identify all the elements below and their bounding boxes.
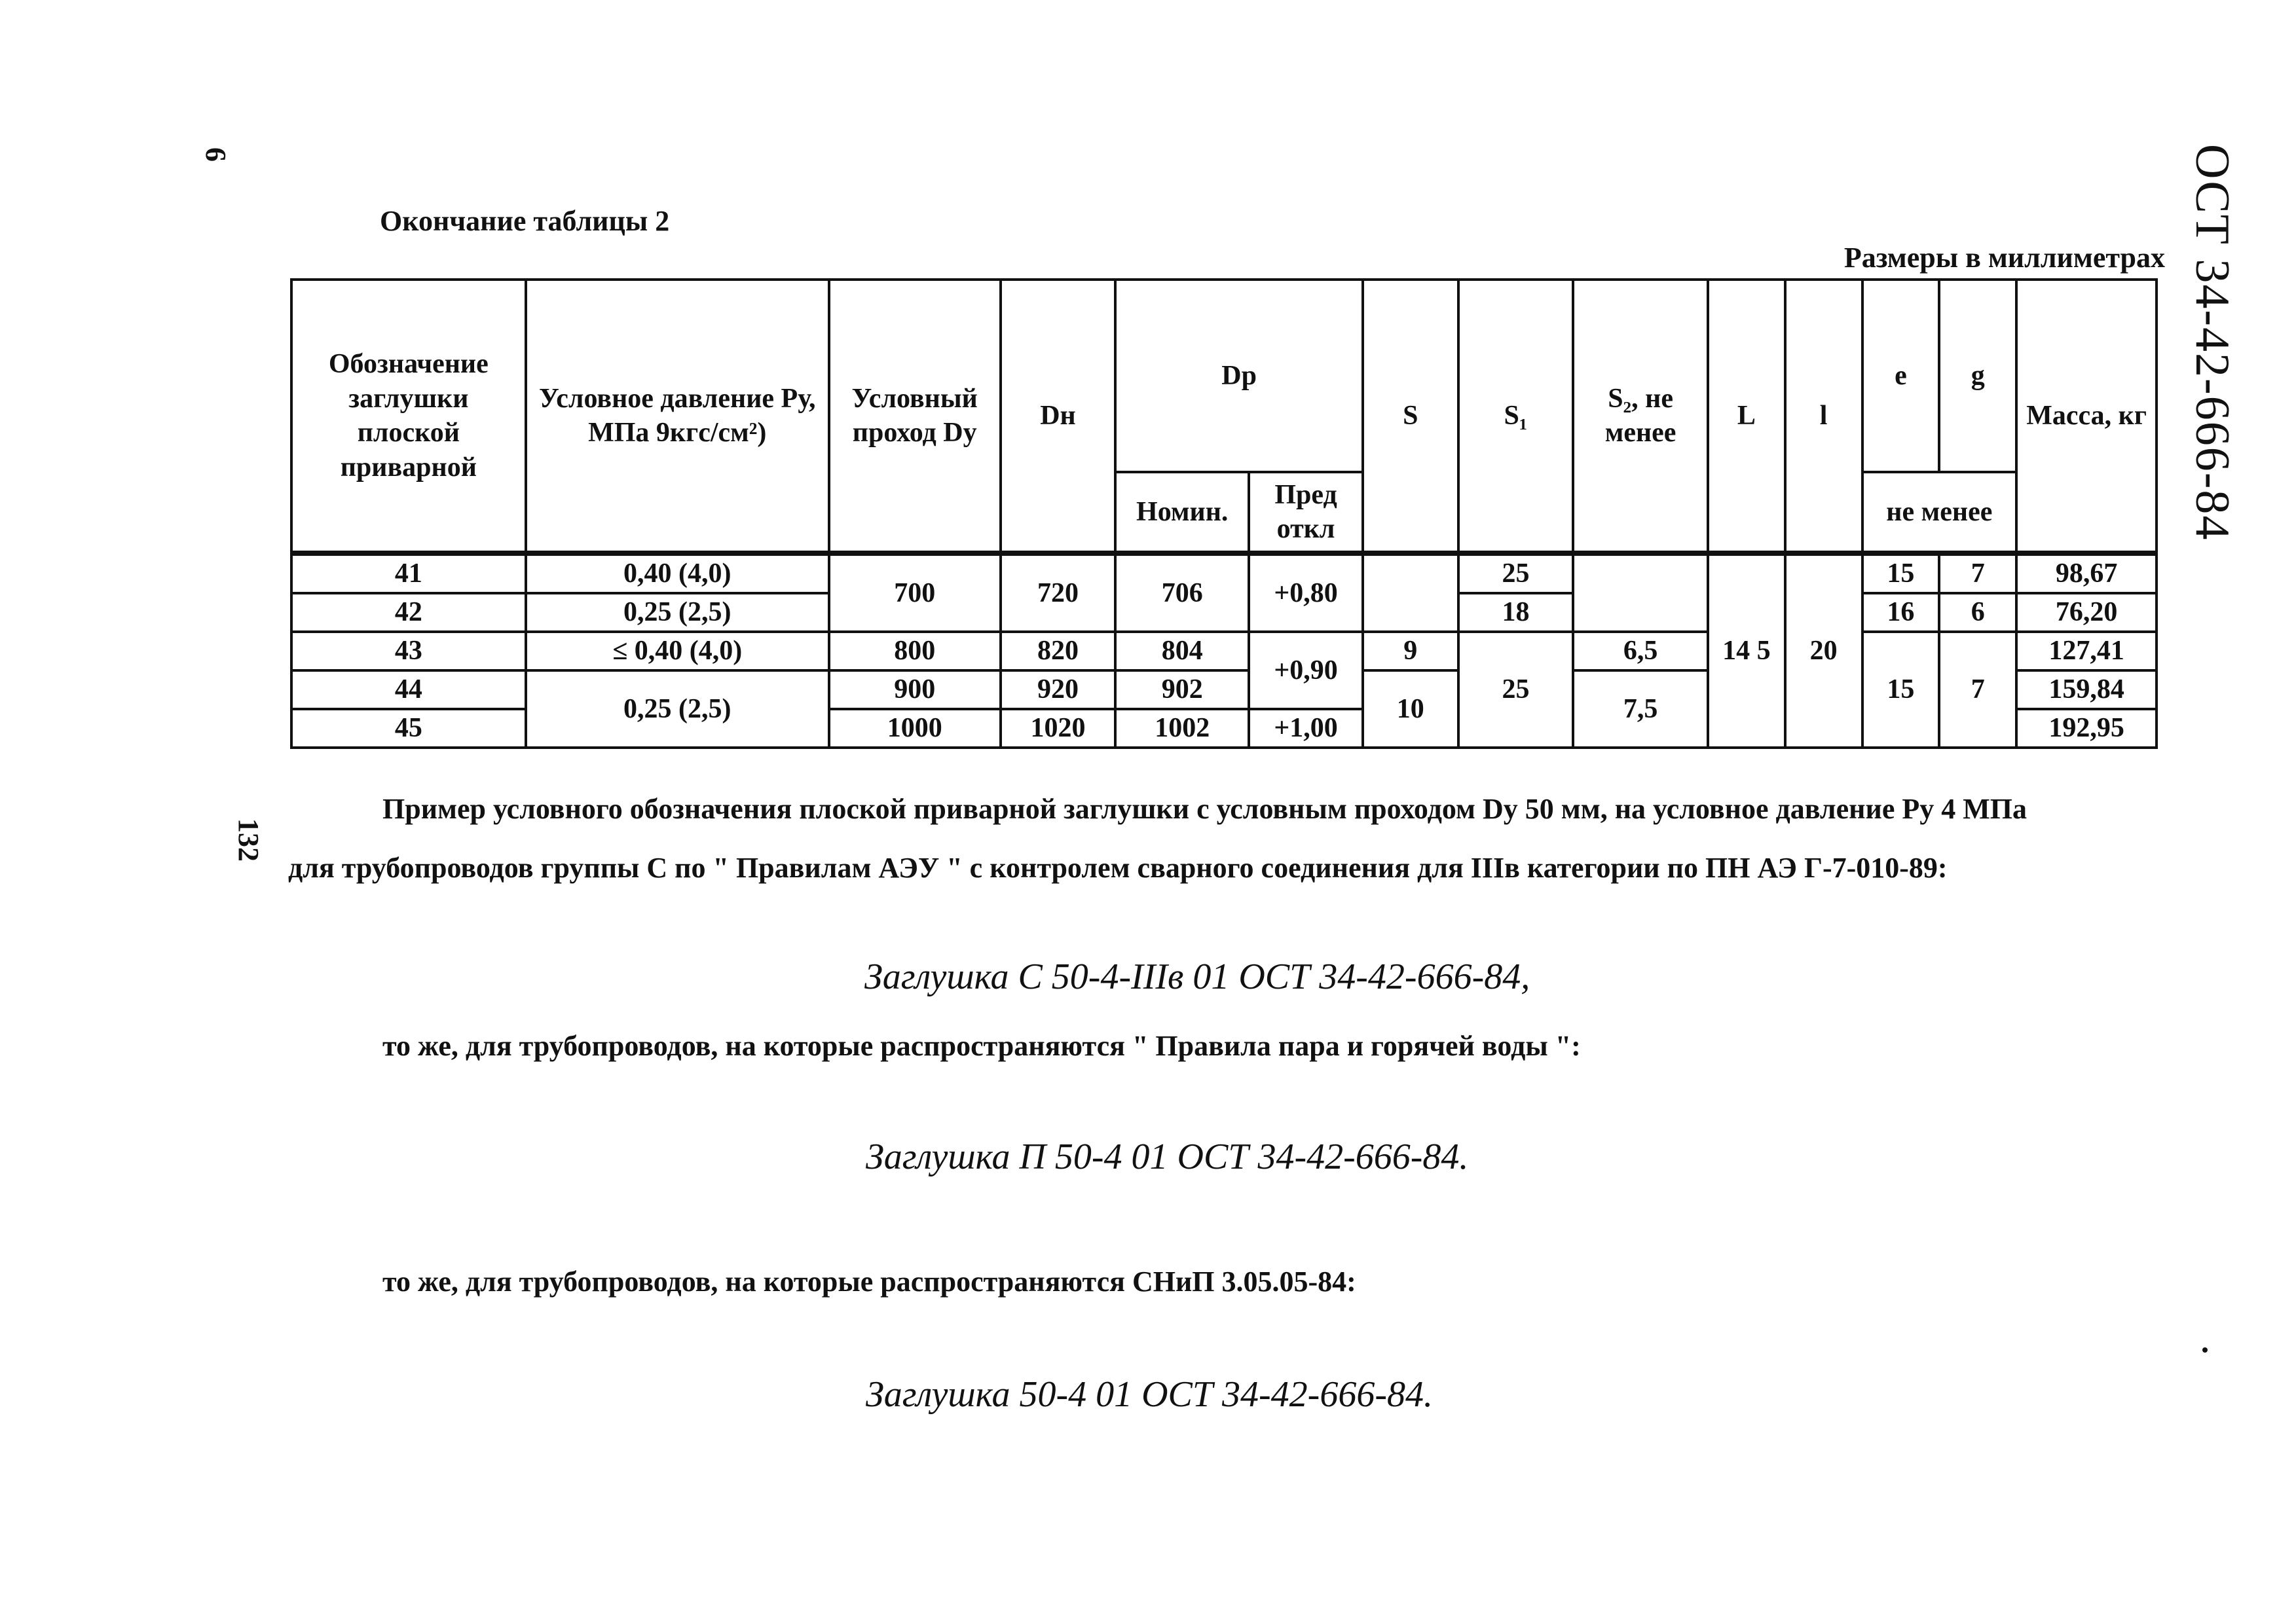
header-e: e — [1862, 280, 1940, 472]
header-passage: Условный проход Dy — [829, 280, 1001, 553]
header-mass: Масса, кг — [2016, 280, 2157, 553]
cell-s1: 18 — [1458, 593, 1574, 632]
cell-s2-empty — [1573, 553, 1708, 632]
header-g: g — [1939, 280, 2016, 472]
cell-designation: 45 — [291, 709, 526, 748]
header-s2: S₂, не менее — [1573, 280, 1708, 553]
header-dp-tol: Пред откл — [1249, 472, 1363, 553]
cell-passage: 700 — [829, 553, 1001, 632]
header-dp: Dp — [1115, 280, 1363, 472]
paragraph-example-intro-line2: для трубопроводов группы С по " Правилам АЭУ " с контролем сварного соединения для IIIв категории по ПН АЭ Г-7-010-89: — [288, 852, 1948, 884]
cell-dp-tol: +1,00 — [1249, 709, 1363, 748]
header-s: S — [1363, 280, 1458, 553]
header-dp-nom: Номин. — [1115, 472, 1249, 553]
cell-s1: 25 — [1458, 553, 1574, 593]
cell-pressure: 0,25 (2,5) — [526, 593, 829, 632]
cell-l: 20 — [1785, 553, 1862, 748]
cell-designation: 42 — [291, 593, 526, 632]
cell-s: 10 — [1363, 670, 1458, 748]
example-designation-1: Заглушка С 50-4-IIIв 01 ОСТ 34-42-666-84, — [864, 957, 1530, 997]
header-pressure: Условное давление Ру, МПа 9кгс/см²) — [526, 280, 829, 553]
cell-designation: 41 — [291, 553, 526, 593]
cell-s: 9 — [1363, 632, 1458, 670]
cell-g: 7 — [1939, 632, 2016, 748]
cell-mass: 159,84 — [2016, 670, 2157, 709]
cell-L: 14 5 — [1708, 553, 1785, 748]
header-L: L — [1708, 280, 1785, 553]
units-note: Размеры в миллиметрах — [1843, 242, 2165, 274]
header-designation: Обозначение заглушки плоской приварной — [291, 280, 526, 553]
paragraph-steam-rules: то же, для трубопроводов, на которые распространяются " Правила пара и горячей воды ": — [382, 1030, 1581, 1062]
cell-dp-nom: 902 — [1115, 670, 1249, 709]
cell-mass: 76,20 — [2016, 593, 2157, 632]
cell-passage: 800 — [829, 632, 1001, 670]
cell-dp-tol: +0,80 — [1249, 553, 1363, 632]
document-code: ОСТ 34-42-666-84 — [2185, 144, 2239, 541]
cell-e: 16 — [1862, 593, 1940, 632]
cell-dn: 1020 — [1001, 709, 1116, 748]
paragraph-snip: то же, для трубопроводов, на которые распространяются СНиП 3.05.05-84: — [382, 1266, 1356, 1298]
cell-designation: 43 — [291, 632, 526, 670]
cell-mass: 192,95 — [2016, 709, 2157, 748]
cell-s2: 7,5 — [1573, 670, 1708, 748]
speck-mark — [2202, 1347, 2208, 1353]
example-designation-2: Заглушка П 50-4 01 ОСТ 34-42-666-84. — [866, 1137, 1469, 1177]
cell-s-empty — [1363, 553, 1458, 632]
paragraph-example-intro-line1: Пример условного обозначения плоской приварной заглушки с условным проходом Dy 50 мм, на условное давление Ру 4 МПа — [382, 793, 2027, 825]
cell-pressure: ≤ 0,40 (4,0) — [526, 632, 829, 670]
cell-s1: 25 — [1458, 632, 1574, 748]
cell-passage: 1000 — [829, 709, 1001, 748]
header-dn: Dн — [1001, 280, 1116, 553]
cell-g: 6 — [1939, 593, 2016, 632]
cell-mass: 98,67 — [2016, 553, 2157, 593]
cell-g: 7 — [1939, 553, 2016, 593]
table-row — [291, 632, 2157, 670]
cell-e: 15 — [1862, 632, 1940, 748]
header-eg-min: не менее — [1862, 472, 2017, 553]
cell-mass: 127,41 — [2016, 632, 2157, 670]
cell-dn: 720 — [1001, 553, 1116, 632]
cell-e: 15 — [1862, 553, 1940, 593]
cell-dp-nom: 1002 — [1115, 709, 1249, 748]
cell-dp-tol: +0,90 — [1249, 632, 1363, 709]
header-s1: S₁ — [1458, 280, 1574, 553]
cell-designation: 44 — [291, 670, 526, 709]
cell-dn: 820 — [1001, 632, 1116, 670]
cell-passage: 900 — [829, 670, 1001, 709]
table-row — [291, 553, 2157, 593]
spec-table — [290, 278, 2158, 749]
example-designation-3: Заглушка 50-4 01 ОСТ 34-42-666-84. — [866, 1374, 1433, 1415]
cell-dp-nom: 804 — [1115, 632, 1249, 670]
page-number-top: 6 — [200, 147, 232, 162]
cell-pressure: 0,40 (4,0) — [526, 553, 829, 593]
table-caption: Окончание таблицы 2 — [380, 205, 670, 237]
header-l: l — [1785, 280, 1862, 553]
page-number-side: 132 — [232, 818, 265, 862]
cell-dn: 920 — [1001, 670, 1116, 709]
cell-s2: 6,5 — [1573, 632, 1708, 670]
cell-dp-nom: 706 — [1115, 553, 1249, 632]
cell-pressure: 0,25 (2,5) — [526, 670, 829, 748]
